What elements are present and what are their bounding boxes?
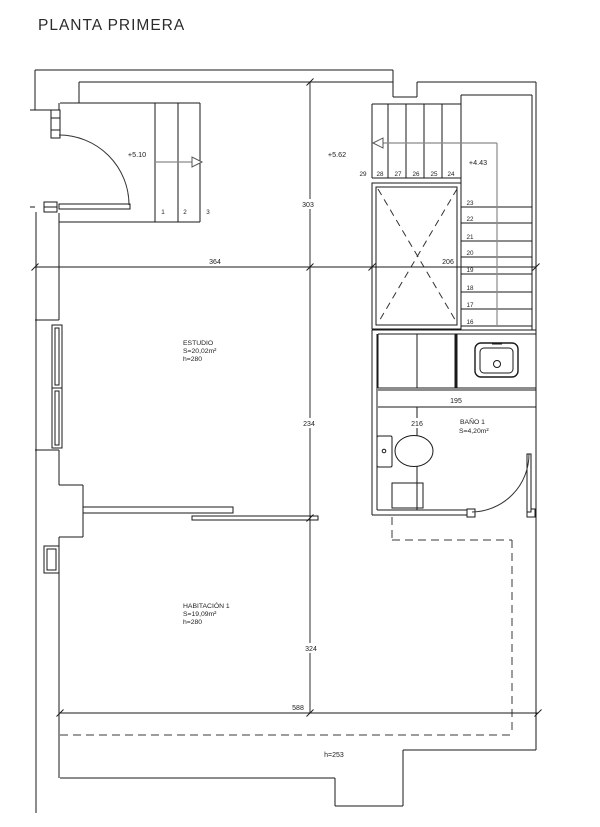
partition-sliding-door bbox=[83, 507, 318, 520]
room-estudio-name: ESTUDIO bbox=[183, 340, 214, 347]
room-habitacion-height: h=280 bbox=[183, 619, 203, 626]
step-number: 22 bbox=[466, 216, 474, 223]
step-number: 25 bbox=[430, 171, 438, 178]
dim-588-label: 588 bbox=[292, 705, 304, 712]
left-wall-windows bbox=[44, 325, 62, 573]
step-number: 18 bbox=[466, 285, 474, 292]
step-number: 17 bbox=[466, 302, 474, 309]
room-habitacion-name: HABITACIÓN 1 bbox=[183, 603, 230, 610]
sink-fixture bbox=[475, 343, 518, 377]
step-number: 20 bbox=[466, 250, 474, 257]
step-number: 28 bbox=[376, 171, 384, 178]
height-note-label: h=253 bbox=[324, 752, 344, 759]
page-title: PLANTA PRIMERA bbox=[38, 17, 186, 34]
stairs-right-flight-numbers bbox=[466, 200, 474, 326]
toilet-fixture bbox=[377, 436, 433, 468]
step-number: 16 bbox=[466, 319, 474, 326]
step-number: 3 bbox=[206, 209, 210, 216]
step-number: 27 bbox=[394, 171, 402, 178]
walls bbox=[30, 70, 536, 813]
room-habitacion-area: S=19,09m² bbox=[183, 611, 217, 618]
room-habitacion-label bbox=[183, 601, 230, 626]
stairs-upper-flight-numbers bbox=[359, 171, 455, 178]
dim-364-label: 364 bbox=[209, 259, 221, 266]
step-number: 21 bbox=[466, 234, 474, 241]
dim-216-label: 216 bbox=[411, 421, 423, 428]
room-estudio-area: S=20,02m² bbox=[183, 348, 217, 355]
room-bano-area: S=4,20m² bbox=[459, 428, 489, 435]
step-number: 23 bbox=[466, 200, 474, 207]
dim-234-label: 234 bbox=[303, 421, 315, 428]
bathroom-door bbox=[467, 454, 535, 517]
dimension-lines bbox=[32, 79, 542, 717]
stairs-lower-flight-numbers bbox=[161, 209, 210, 216]
shower-pedestal bbox=[392, 483, 423, 508]
step-number: 26 bbox=[412, 171, 420, 178]
room-estudio-height: h=280 bbox=[183, 356, 203, 363]
stair-direction-arrows bbox=[155, 138, 497, 326]
arrowhead-left-icon bbox=[373, 138, 383, 148]
stairwell-void bbox=[372, 183, 461, 329]
level-label-443: +4.43 bbox=[468, 158, 488, 167]
level-label-510: +5.10 bbox=[127, 150, 147, 159]
room-estudio-label bbox=[183, 340, 217, 363]
room-bano-label bbox=[459, 417, 489, 435]
dim-324-label: 324 bbox=[305, 646, 317, 653]
level-label-562: +5.62 bbox=[327, 150, 347, 159]
dashed-height-boundary bbox=[60, 517, 512, 735]
step-number: 2 bbox=[183, 209, 187, 216]
dim-195-label: 195 bbox=[450, 398, 462, 405]
step-number: 24 bbox=[447, 171, 455, 178]
entry-door bbox=[44, 110, 130, 212]
room-bano-name: BAÑO 1 bbox=[460, 419, 485, 426]
step-number: 29 bbox=[359, 171, 367, 178]
dim-303-label: 303 bbox=[302, 202, 314, 209]
step-number: 19 bbox=[466, 267, 474, 274]
dim-206-label: 206 bbox=[442, 259, 454, 266]
step-number: 1 bbox=[161, 209, 165, 216]
